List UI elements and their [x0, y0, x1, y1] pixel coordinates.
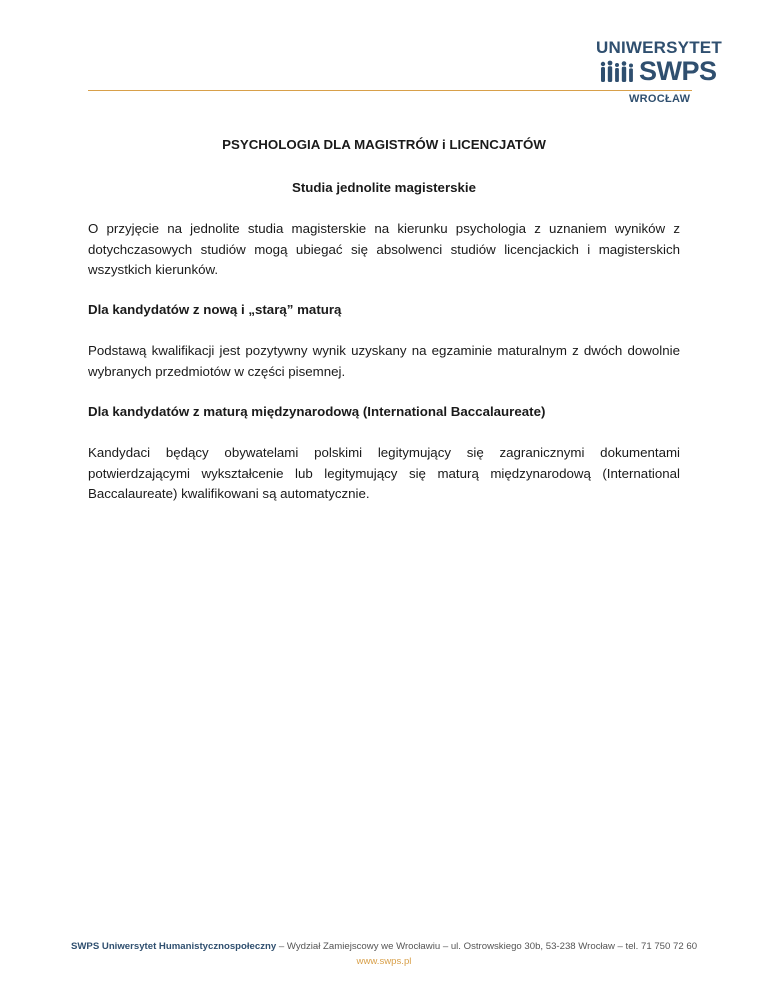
- logo-text-swps: SWPS: [639, 56, 717, 86]
- intro-paragraph: O przyjęcie na jednolite studia magisterskie na kierunku psychologia z uznaniem wyników z dotychczasowych studiów mogą ubiegać się absolwenci studiów licencjackich i magisterskich wszystkich kierunków.: [88, 221, 680, 277]
- page-footer: [0, 930, 768, 970]
- logo-text-university: UNIWERSYTET: [596, 38, 722, 57]
- footer-address: [0, 941, 768, 952]
- university-logo: [596, 38, 722, 108]
- page-header: [0, 0, 768, 120]
- section-text-international: Kandydaci będący obywatelami polskimi legitymujący się zagranicznymi dokumentami potwierdzającymi wykształcenie lub legitymujący się maturą międzynarodową (International Baccalaureate) kwalifikowani są automatycznie.: [88, 445, 680, 501]
- document-title: PSYCHOLOGIA DLA MAGISTRÓW i LICENCJATÓW: [222, 137, 546, 152]
- footer-brand: SWPS Uniwersytet Humanistycznospołeczny: [70, 941, 277, 952]
- header-divider: [88, 90, 692, 91]
- people-figures-icon: [599, 60, 635, 82]
- footer-details: – Wydział Zamiejscowy we Wrocławiu – ul. Ostrowskiego 30b, 53-238 Wrocław – tel. 71 750 72 60: [276, 941, 698, 952]
- section-heading-international: Dla kandydatów z maturą międzynarodową (International Baccalaureate): [88, 404, 546, 419]
- section-text-matura: Podstawą kwalifikacji jest pozytywny wynik uzyskany na egzaminie maturalnym z dwóch dowolnie wybranych przedmiotów w części pisemnej.: [88, 343, 680, 379]
- document-subtitle: Studia jednolite magisterskie: [292, 180, 476, 195]
- logo-text-city: WROCŁAW: [629, 93, 691, 105]
- section-heading-matura: Dla kandydatów z nową i „starą” maturą: [88, 302, 342, 317]
- footer-website-link[interactable]: www.swps.pl: [356, 956, 412, 967]
